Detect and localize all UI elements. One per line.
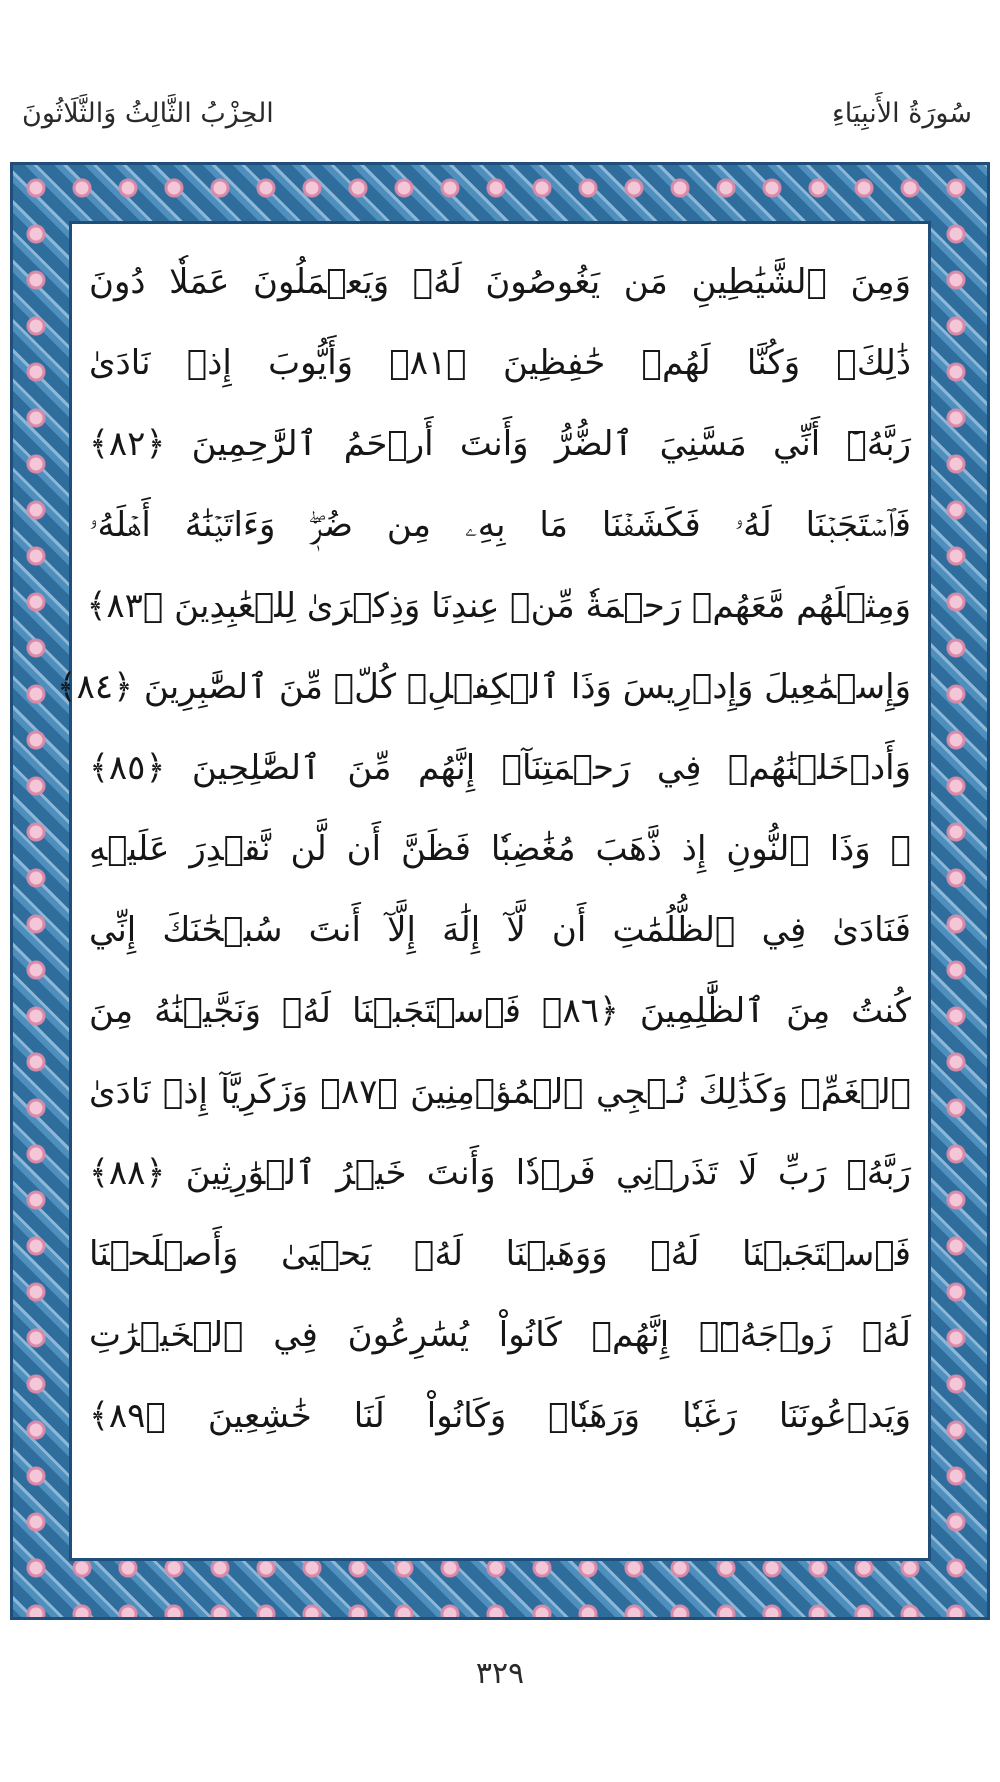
line-text: وَيَدۡعُونَنَا رَغَبٗا وَرَهَبٗاۖ وَكَانُواْ لَنَا خَٰشِعِينَ ﴿٨٩﴾ xyxy=(89,1395,911,1436)
line-text: وَمِنَ ٱلشَّيَٰطِينِ مَن يَغُوصُونَ لَهُۥ وَيَعۡمَلُونَ عَمَلٗا دُونَ xyxy=(89,261,911,302)
text-line xyxy=(89,1132,911,1213)
text-line xyxy=(89,403,911,484)
line-text: وَمِثۡلَهُم مَّعَهُمۡ رَحۡمَةٗ مِّنۡ عِندِنَا وَذِكۡرَىٰ لِلۡعَٰبِدِينَ ﴿٨٣﴾ xyxy=(86,585,911,626)
page-number: ٣٢٩ xyxy=(475,1656,525,1691)
line-text: رَبَّهُۥ رَبِّ لَا تَذَرۡنِي فَرۡدٗا وَأَنتَ خَيۡرُ ٱلۡوَٰرِثِينَ ﴿٨٨﴾ xyxy=(89,1152,911,1193)
line-text: فَٱسۡتَجَبۡنَا لَهُۥ وَوَهَبۡنَا لَهُۥ يَحۡيَىٰ وَأَصۡلَحۡنَا xyxy=(89,1233,911,1274)
text-line xyxy=(89,889,911,970)
line-text: وَإِسۡمَٰعِيلَ وَإِدۡرِيسَ وَذَا ٱلۡكِفۡلِۖ كُلّٞ مِّنَ ٱلصَّٰبِرِينَ ﴿٨٤﴾ xyxy=(56,666,911,707)
line-text: ذَٰلِكَۖ وَكُنَّا لَهُمۡ حَٰفِظِينَ ﴿٨١﴾ وَأَيُّوبَ إِذۡ نَادَىٰ xyxy=(89,342,911,383)
text-line xyxy=(89,808,911,889)
line-text: فَنَادَىٰ فِي ٱلظُّلُمَٰتِ أَن لَّآ إِلَٰهَ إِلَّآ أَنتَ سُبۡحَٰنَكَ إِنِّي xyxy=(89,909,911,950)
line-text: لَهُۥ زَوۡجَهُۥٓۚ إِنَّهُمۡ كَانُواْ يُسَٰرِعُونَ فِي ٱلۡخَيۡرَٰتِ xyxy=(89,1314,911,1355)
text-line xyxy=(56,646,911,727)
text-line xyxy=(86,565,911,646)
text-line xyxy=(89,322,911,403)
text-line xyxy=(89,241,911,322)
text-line xyxy=(89,970,911,1051)
line-text: فَٱسۡتَجَبۡنَا لَهُۥ فَكَشَفۡنَا مَا بِهِۦ مِن ضُرّٖۖ وَءَاتَيۡنَٰهُ أَهۡلَهُۥ xyxy=(89,504,911,545)
text-line xyxy=(89,1213,911,1294)
line-text: رَبَّهُۥٓ أَنِّي مَسَّنِيَ ٱلضُّرُّ وَأَنتَ أَرۡحَمُ ٱلرَّٰحِمِينَ ﴿٨٢﴾ xyxy=(89,423,911,464)
text-line xyxy=(89,1051,911,1132)
page-header xyxy=(22,88,972,138)
text-line xyxy=(89,1375,911,1456)
text-line xyxy=(89,727,911,808)
surah-name: سُورَةُ الأَنبِيَاءِ xyxy=(832,97,972,129)
line-text: وَأَدۡخَلۡنَٰهُمۡ فِي رَحۡمَتِنَآۖ إِنَّهُم مِّنَ ٱلصَّٰلِحِينَ ﴿٨٥﴾ xyxy=(89,747,911,788)
quran-text-area xyxy=(56,241,912,1541)
text-line xyxy=(89,1294,911,1375)
text-line xyxy=(89,484,911,565)
line-text: ٱلۡغَمِّۚ وَكَذَٰلِكَ نُـۨجِي ٱلۡمُؤۡمِنِينَ ﴿٨٧﴾ وَزَكَرِيَّآ إِذۡ نَادَىٰ xyxy=(89,1071,912,1112)
hizb-label: الحِزْبُ الثَّالِثُ وَالثَّلَاثُونَ xyxy=(22,97,274,129)
ornamental-frame xyxy=(10,162,990,1620)
line-text: ۞ وَذَا ٱلنُّونِ إِذ ذَّهَبَ مُغَٰضِبٗا فَظَنَّ أَن لَّن نَّقۡدِرَ عَلَيۡهِ xyxy=(89,828,911,869)
line-text: كُنتُ مِنَ ٱلظَّٰلِمِينَ ﴿٨٦﴾ فَٱسۡتَجَبۡنَا لَهُۥ وَنَجَّيۡنَٰهُ مِنَ xyxy=(89,990,911,1031)
